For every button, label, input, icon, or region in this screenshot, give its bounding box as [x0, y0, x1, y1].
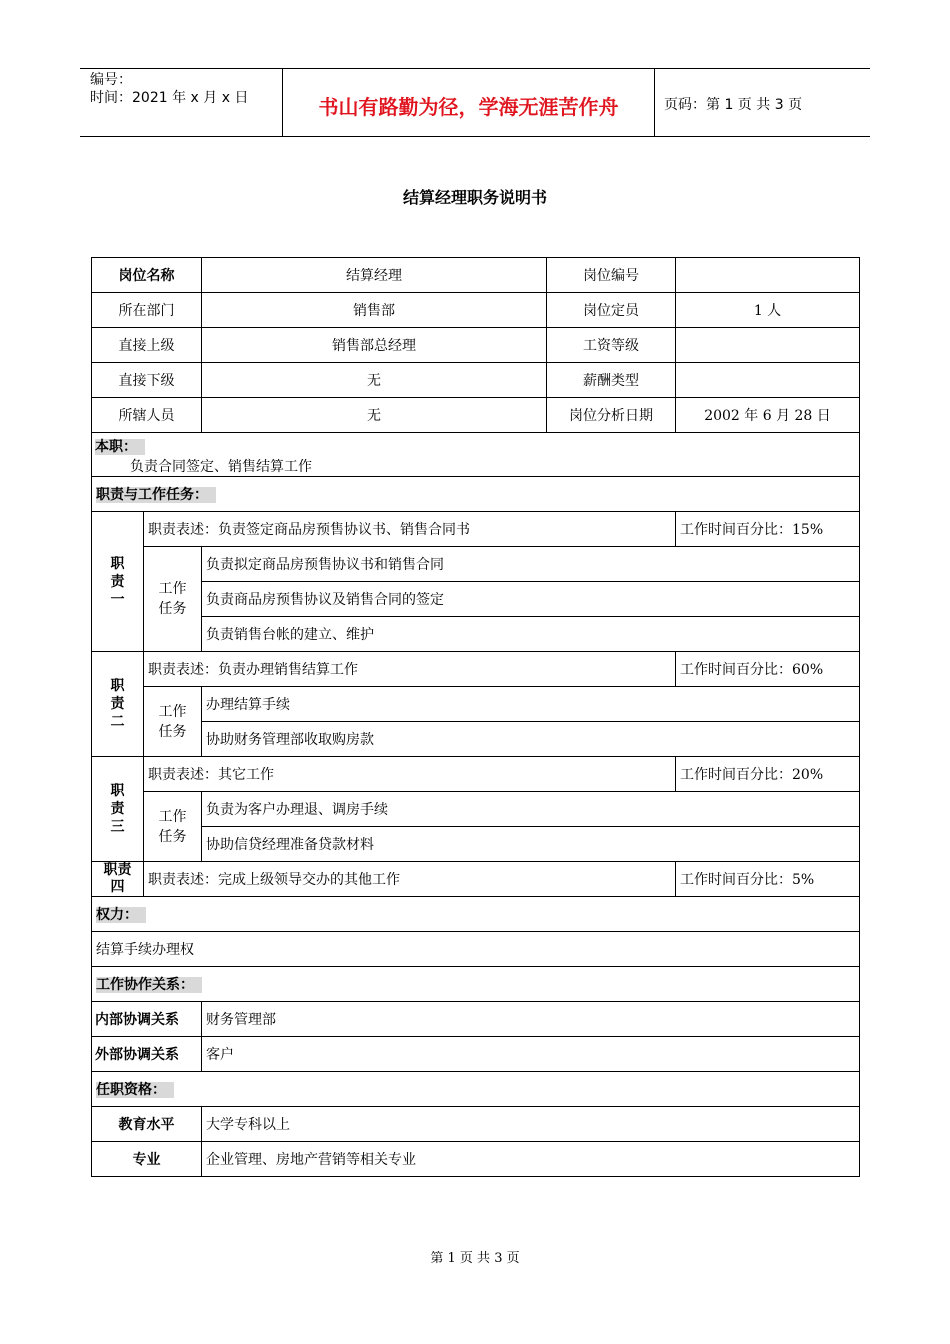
section-header	[92, 477, 860, 512]
section-label: 工作协作关系：	[96, 977, 202, 993]
table-row	[92, 757, 860, 792]
section-label: 职责与工作任务：	[96, 487, 216, 503]
time-label: 时间：2021 年 x 月 x 日	[90, 90, 249, 106]
table-row	[92, 617, 860, 652]
table-row	[92, 512, 860, 547]
task-label: 工作任务	[144, 687, 202, 757]
benzhi-text: 负责合同签定、销售结算工作	[130, 459, 312, 475]
table-row	[92, 363, 860, 398]
table-row	[92, 547, 860, 582]
benzhi-section	[92, 433, 860, 477]
task-item: 办理结算手续	[202, 687, 860, 722]
field-label: 所辖人员	[92, 398, 202, 433]
field-value: 无	[202, 398, 547, 433]
task-label: 工作任务	[144, 792, 202, 862]
duty-percentage: 工作时间百分比：60%	[676, 652, 860, 687]
table-row	[92, 477, 860, 512]
task-label: 工作任务	[144, 547, 202, 652]
section-label: 任职资格：	[96, 1082, 174, 1098]
header-motto: 书山有路勤为径，学海无涯苦作舟	[318, 95, 619, 119]
field-value	[676, 328, 860, 363]
code-label: 编号：	[90, 72, 132, 88]
field-value: 大学专科以上	[202, 1107, 860, 1142]
field-value: 财务管理部	[202, 1002, 860, 1037]
duty-name: 职责一	[92, 512, 144, 652]
field-value	[676, 258, 860, 293]
field-value: 销售部	[202, 293, 547, 328]
field-label: 所在部门	[92, 293, 202, 328]
duty-percentage: 工作时间百分比：20%	[676, 757, 860, 792]
field-value: 客户	[202, 1037, 860, 1072]
table-row	[92, 582, 860, 617]
duty-name: 职责二	[92, 652, 144, 757]
field-value: 2002 年 6 月 28 日	[676, 398, 860, 433]
duty-description: 职责表述：负责办理销售结算工作	[144, 652, 676, 687]
section-header	[92, 897, 860, 932]
table-row	[92, 687, 860, 722]
section-header	[92, 1072, 860, 1107]
task-item: 负责商品房预售协议及销售合同的签定	[202, 582, 860, 617]
table-row	[92, 1142, 860, 1177]
header-divider	[654, 69, 655, 136]
section-label: 本职：	[95, 439, 145, 455]
field-value: 1 人	[676, 293, 860, 328]
field-label: 岗位定员	[547, 293, 676, 328]
field-value: 销售部总经理	[202, 328, 547, 363]
job-description-table	[91, 257, 860, 1177]
table-row	[92, 897, 860, 932]
table-row	[92, 258, 860, 293]
task-item: 负责拟定商品房预售协议书和销售合同	[202, 547, 860, 582]
field-label: 教育水平	[92, 1107, 202, 1142]
duty-description: 职责表述：负责签定商品房预售协议书、销售合同书	[144, 512, 676, 547]
task-item: 协助信贷经理准备贷款材料	[202, 827, 860, 862]
table-row	[92, 293, 860, 328]
field-label: 薪酬类型	[547, 363, 676, 398]
section-label: 权力：	[96, 907, 146, 923]
field-value	[676, 363, 860, 398]
header-page-info: 页码：第 1 页 共 3 页	[664, 97, 803, 113]
duty-percentage: 工作时间百分比：5%	[676, 862, 860, 897]
table-row	[92, 433, 860, 477]
table-row	[92, 328, 860, 363]
field-label: 岗位分析日期	[547, 398, 676, 433]
power-text: 结算手续办理权	[92, 932, 860, 967]
duty-percentage: 工作时间百分比：15%	[676, 512, 860, 547]
duty-name: 职责四	[92, 862, 144, 897]
task-item: 负责销售台帐的建立、维护	[202, 617, 860, 652]
table-row	[92, 722, 860, 757]
field-label: 内部协调关系	[92, 1002, 202, 1037]
table-row	[92, 862, 860, 897]
table-row	[92, 398, 860, 433]
duty-name: 职责三	[92, 757, 144, 862]
table-row	[92, 827, 860, 862]
header-meta	[90, 71, 248, 107]
table-row	[92, 1107, 860, 1142]
section-header	[92, 967, 860, 1002]
field-label: 岗位名称	[92, 258, 202, 293]
document-title: 结算经理职务说明书	[402, 188, 547, 207]
field-value: 无	[202, 363, 547, 398]
task-item: 负责为客户办理退、调房手续	[202, 792, 860, 827]
field-label: 岗位编号	[547, 258, 676, 293]
table-row	[92, 652, 860, 687]
table-row	[92, 1072, 860, 1107]
field-label: 直接上级	[92, 328, 202, 363]
duty-description: 职责表述：完成上级领导交办的其他工作	[144, 862, 676, 897]
table-row	[92, 1002, 860, 1037]
table-row	[92, 967, 860, 1002]
field-label: 专业	[92, 1142, 202, 1177]
table-row	[92, 932, 860, 967]
field-label: 直接下级	[92, 363, 202, 398]
field-label: 工资等级	[547, 328, 676, 363]
page-header	[80, 68, 870, 137]
page-footer: 第 1 页 共 3 页	[430, 1251, 520, 1266]
field-value: 结算经理	[202, 258, 547, 293]
table-row	[92, 1037, 860, 1072]
field-value: 企业管理、房地产营销等相关专业	[202, 1142, 860, 1177]
task-item: 协助财务管理部收取购房款	[202, 722, 860, 757]
duty-description: 职责表述：其它工作	[144, 757, 676, 792]
field-label: 外部协调关系	[92, 1037, 202, 1072]
table-row	[92, 792, 860, 827]
